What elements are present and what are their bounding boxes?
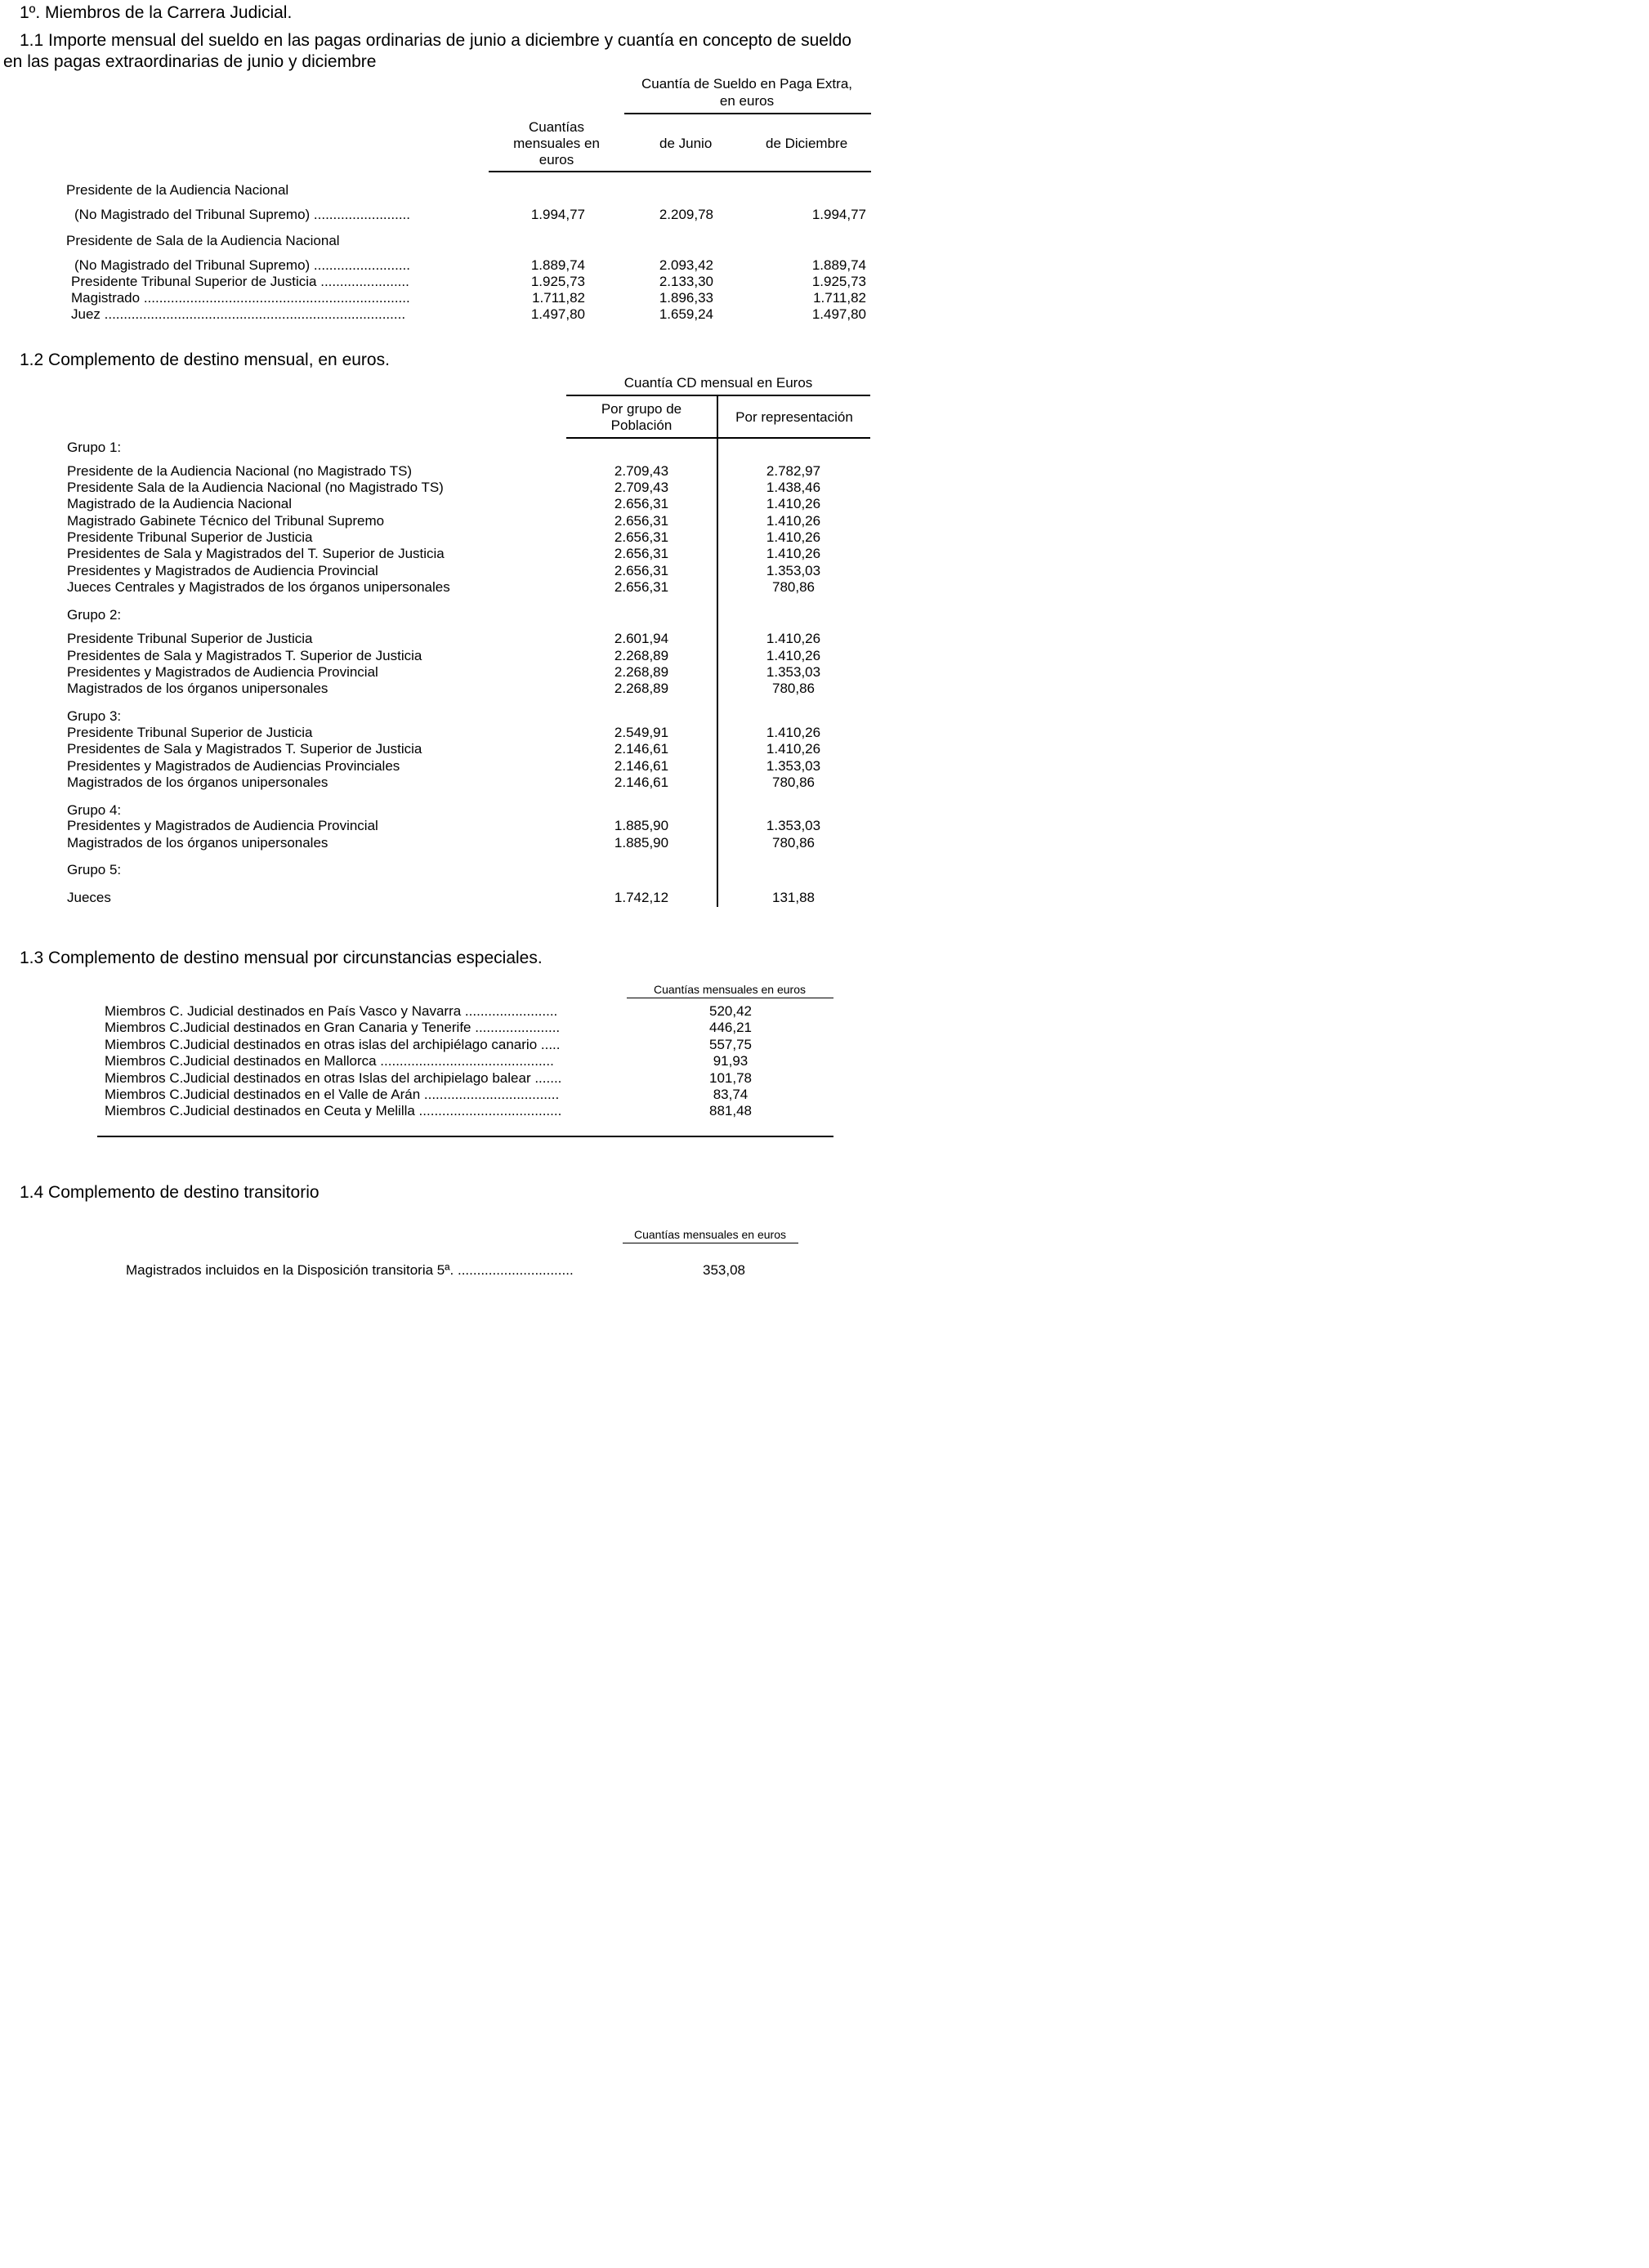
row-label: Presidente Tribunal Superior de Justicia .......................	[71, 274, 409, 289]
row-label: Presidentes de Sala y Magistrados T. Superior de Justicia	[67, 648, 422, 663]
row-label: Magistrados incluidos en la Disposición transitoria 5ª. ..............................	[126, 1262, 574, 1278]
col-header-monthly-euros: Cuantías mensuales en euros	[654, 983, 806, 996]
row-label: Magistrado .....................................................................	[71, 290, 410, 306]
group-value: 2.656,31	[614, 513, 669, 529]
representation-value: 1.353,03	[766, 664, 821, 680]
col-header-monthly-euros: Cuantías mensuales en euros	[634, 1228, 786, 1241]
group-label: Grupo 3:	[67, 708, 122, 724]
row-label: (No Magistrado del Tribunal Supremo) .........................	[74, 257, 410, 273]
group-label: Grupo 1:	[67, 440, 122, 455]
row-value: 520,42	[709, 1003, 752, 1019]
december-value: 1.889,74	[811, 257, 866, 273]
june-value: 1.896,33	[659, 290, 713, 306]
row-label: Jueces Centrales y Magistrados de los órganos unipersonales	[67, 579, 450, 595]
row-value: 83,74	[713, 1087, 749, 1102]
representation-value: 780,86	[772, 681, 815, 696]
col-header-group-2: Población	[610, 417, 673, 433]
group-value: 1.742,12	[614, 890, 669, 905]
row-label: Magistrados de los órganos unipersonales	[67, 835, 328, 850]
group-value: 2.146,61	[614, 775, 669, 790]
section-1-1-title: 1.1 Importe mensual del sueldo en las pagas ordinarias de junio a diciembre y cuantía en concepto de sueldo	[20, 31, 851, 50]
monthly-value: 1.889,74	[530, 257, 585, 273]
col-header-monthly-3: euros	[538, 152, 574, 167]
group-value: 2.709,43	[614, 480, 669, 495]
group-value: 2.146,61	[614, 741, 669, 757]
monthly-value: 1.994,77	[530, 207, 585, 222]
representation-value: 1.353,03	[766, 818, 821, 833]
june-value: 2.093,42	[659, 257, 713, 273]
group-value: 2.268,89	[614, 681, 669, 696]
december-value: 1.994,77	[811, 207, 866, 222]
col-header-december: de Diciembre	[766, 136, 848, 151]
group-value: 2.656,31	[614, 563, 669, 578]
row-label: Miembros C.Judicial destinados en Gran Canaria y Tenerife ......................	[105, 1020, 561, 1035]
row-value: 101,78	[709, 1070, 752, 1086]
representation-value: 1.410,26	[766, 513, 821, 529]
representation-value: 780,86	[772, 775, 815, 790]
col-header-group: Por grupo de	[601, 401, 682, 417]
group-label: Presidente de Sala de la Audiencia Nacional	[66, 233, 340, 248]
row-label: Miembros C.Judicial destinados en el Valle de Arán ...................................	[105, 1087, 560, 1102]
cd-header-rule	[566, 395, 870, 396]
group-value: 2.549,91	[614, 725, 669, 740]
group-label: Presidente de la Audiencia Nacional	[66, 182, 289, 198]
row-label: Miembros C. Judicial destinados en País Vasco y Navarra ........................	[105, 1003, 558, 1019]
row-label: Presidentes y Magistrados de Audiencia Provincial	[67, 664, 378, 680]
section-1-2-title: 1.2 Complemento de destino mensual, en euros.	[20, 350, 390, 369]
row-value: 353,08	[703, 1262, 745, 1278]
group-label: Grupo 5:	[67, 862, 122, 877]
row-value: 91,93	[713, 1053, 749, 1069]
col-header-monthly: Cuantías	[528, 119, 585, 135]
group-value: 2.268,89	[614, 664, 669, 680]
row-label: Presidente de la Audiencia Nacional (no Magistrado TS)	[67, 463, 413, 479]
row-label: Magistrado Gabinete Técnico del Tribunal Supremo	[67, 513, 385, 529]
group-value: 2.268,89	[614, 648, 669, 663]
representation-value: 1.410,26	[766, 725, 821, 740]
row-label: Miembros C.Judicial destinados en otras islas del archipiélago canario .....	[105, 1037, 561, 1052]
row-label: Presidente Sala de la Audiencia Nacional (no Magistrado TS)	[67, 480, 444, 495]
row-value: 557,75	[709, 1037, 752, 1052]
group-value: 2.656,31	[614, 529, 669, 545]
row-label: Magistrado de la Audiencia Nacional	[67, 496, 293, 511]
column-divider	[717, 395, 718, 907]
monthly-value: 1.925,73	[530, 274, 585, 289]
group-value: 2.146,61	[614, 758, 669, 774]
representation-value: 1.410,26	[766, 496, 821, 511]
group-label: Grupo 2:	[67, 607, 122, 623]
december-value: 1.497,80	[811, 306, 866, 322]
col-header-representation: Por representación	[735, 409, 853, 425]
col-header-june: de Junio	[659, 136, 713, 151]
representation-value: 131,88	[772, 890, 815, 905]
row-label: Presidente Tribunal Superior de Justicia	[67, 631, 313, 646]
representation-value: 780,86	[772, 579, 815, 595]
june-value: 2.133,30	[659, 274, 713, 289]
group-value: 1.885,90	[614, 835, 669, 850]
row-label: Miembros C.Judicial destinados en otras Islas del archipielago balear .......	[105, 1070, 562, 1086]
row-label: (No Magistrado del Tribunal Supremo) .........................	[74, 207, 410, 222]
group-value: 2.656,31	[614, 546, 669, 561]
representation-value: 2.782,97	[766, 463, 821, 479]
representation-value: 780,86	[772, 835, 815, 850]
row-label: Miembros C.Judicial destinados en Ceuta y Melilla .....................................	[105, 1103, 562, 1118]
section-1-1-title-cont: en las pagas extraordinarias de junio y diciembre	[3, 52, 377, 71]
cd-columns-rule	[566, 437, 870, 439]
row-label: Magistrados de los órganos unipersonales	[67, 775, 328, 790]
col-header-extra-2: en euros	[719, 93, 775, 109]
group-value: 1.885,90	[614, 818, 669, 833]
extra-header-rule	[624, 113, 871, 114]
representation-value: 1.410,26	[766, 546, 821, 561]
section-1-4-title: 1.4 Complemento de destino transitorio	[20, 1183, 320, 1202]
row-label: Miembros C.Judicial destinados en Mallorca .............................................	[105, 1053, 554, 1069]
row-label: Presidentes de Sala y Magistrados T. Superior de Justicia	[67, 741, 422, 757]
row-label: Magistrados de los órganos unipersonales	[67, 681, 328, 696]
row-label: Presidentes y Magistrados de Audiencia Provincial	[67, 563, 378, 578]
representation-value: 1.410,26	[766, 631, 821, 646]
group-value: 2.709,43	[614, 463, 669, 479]
header-rule	[489, 171, 871, 172]
col-header-monthly-2: mensuales en	[513, 136, 600, 151]
june-value: 2.209,78	[659, 207, 713, 222]
monthly-value: 1.711,82	[532, 290, 585, 306]
group-label: Grupo 4:	[67, 802, 122, 818]
row-label: Presidentes y Magistrados de Audiencias Provinciales	[67, 758, 400, 774]
representation-value: 1.410,26	[766, 648, 821, 663]
representation-value: 1.353,03	[766, 563, 821, 578]
june-value: 1.659,24	[659, 306, 713, 322]
monthly-value: 1.497,80	[530, 306, 585, 322]
december-value: 1.925,73	[811, 274, 866, 289]
heading: 1º. Miembros de la Carrera Judicial.	[20, 3, 293, 22]
row-label: Presidente Tribunal Superior de Justicia	[67, 725, 313, 740]
representation-value: 1.353,03	[766, 758, 821, 774]
representation-value: 1.438,46	[766, 480, 821, 495]
cd-header: Cuantía CD mensual en Euros	[623, 375, 813, 391]
group-value: 2.656,31	[614, 496, 669, 511]
row-label: Juez ..............................................................................	[71, 306, 406, 322]
section-rule	[97, 1136, 833, 1137]
section-1-3-title: 1.3 Complemento de destino mensual por circunstancias especiales.	[20, 949, 543, 967]
representation-value: 1.410,26	[766, 529, 821, 545]
group-value: 2.656,31	[614, 579, 669, 595]
row-label: Presidentes y Magistrados de Audiencia Provincial	[67, 818, 378, 833]
representation-value: 1.410,26	[766, 741, 821, 757]
col-header-extra: Cuantía de Sueldo en Paga Extra,	[641, 76, 852, 92]
row-label: Presidente Tribunal Superior de Justicia	[67, 529, 313, 545]
row-value: 446,21	[709, 1020, 752, 1035]
december-value: 1.711,82	[813, 290, 866, 306]
row-label: Jueces	[67, 890, 111, 905]
row-value: 881,48	[709, 1103, 752, 1118]
row-label: Presidentes de Sala y Magistrados del T. Superior de Justicia	[67, 546, 445, 561]
group-value: 2.601,94	[614, 631, 669, 646]
